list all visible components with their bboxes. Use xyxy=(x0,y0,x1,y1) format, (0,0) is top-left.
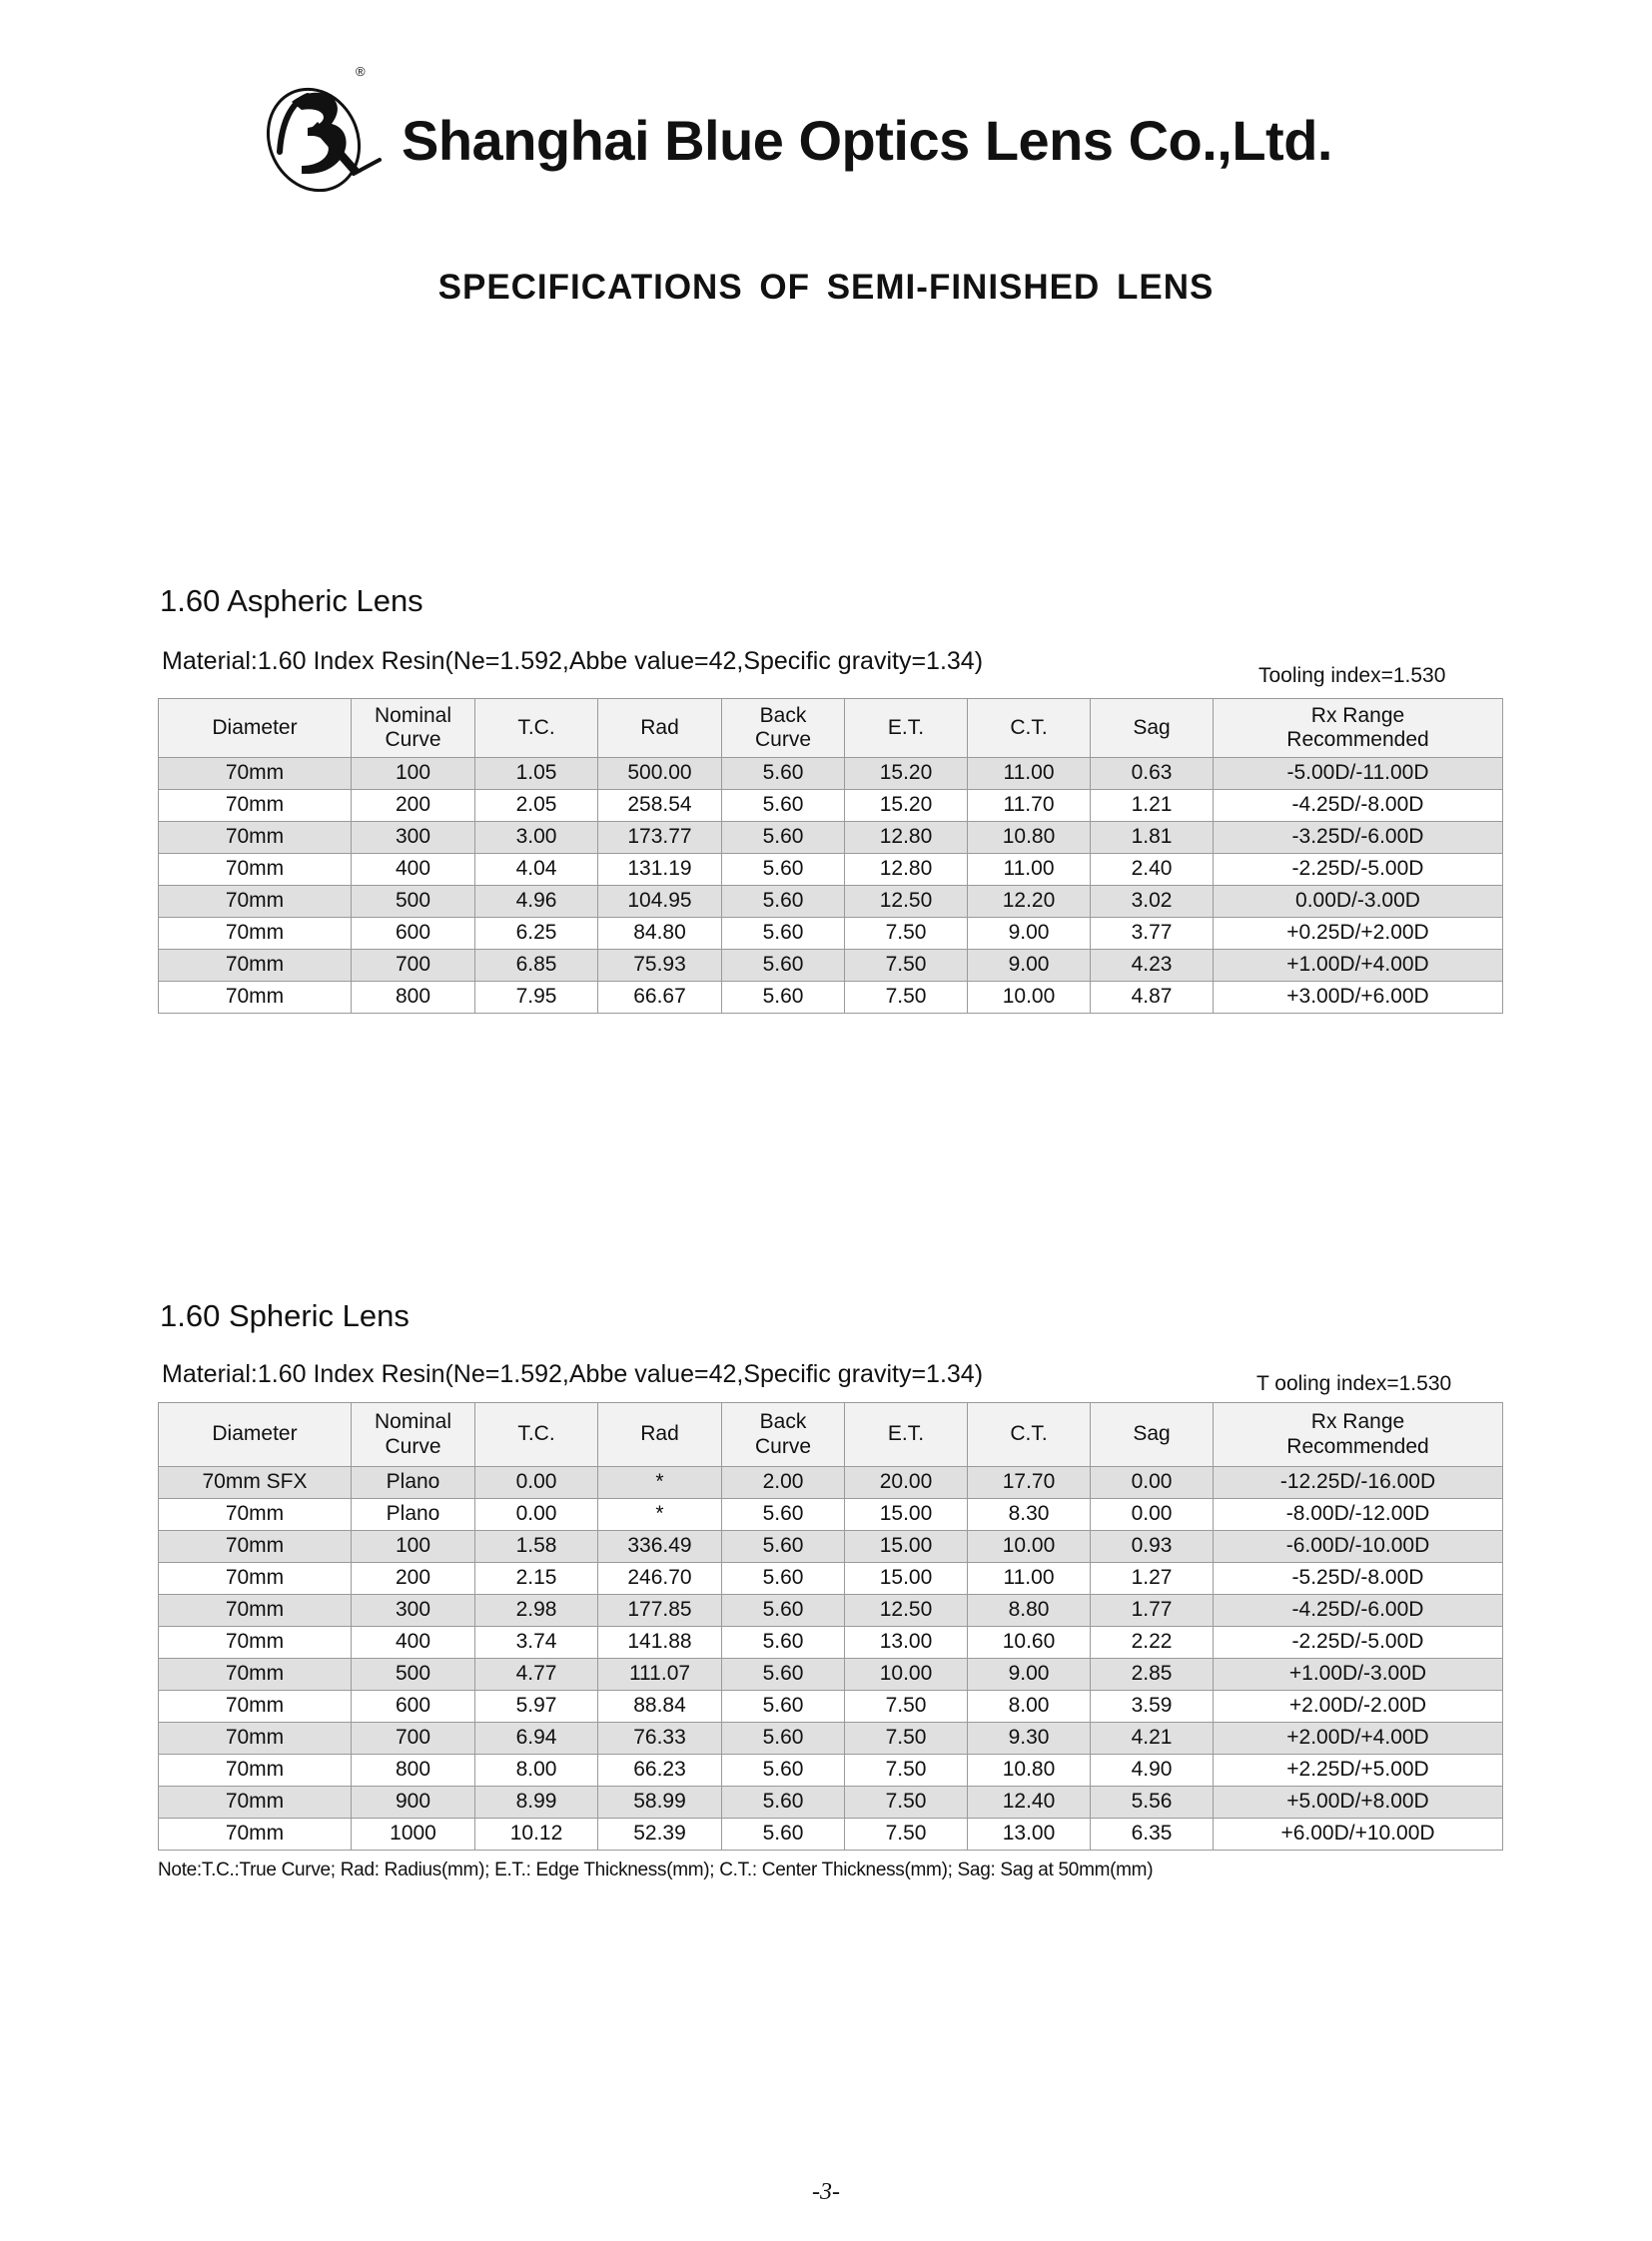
table-cell: -2.25D/-5.00D xyxy=(1214,1627,1503,1659)
table-cell: 1.27 xyxy=(1091,1563,1214,1595)
table-cell: 500 xyxy=(352,1659,475,1691)
table-cell: 8.99 xyxy=(475,1787,598,1819)
table-cell: 70mm SFX xyxy=(159,1467,352,1499)
table-cell: 70mm xyxy=(159,1531,352,1563)
table-cell: +2.00D/+4.00D xyxy=(1214,1723,1503,1755)
table-cell: 7.95 xyxy=(475,982,598,1014)
table-cell: +1.00D/-3.00D xyxy=(1214,1659,1503,1691)
table-cell: 10.00 xyxy=(845,1659,968,1691)
table-row xyxy=(159,758,1503,790)
table-cell: -6.00D/-10.00D xyxy=(1214,1531,1503,1563)
table-row xyxy=(159,1819,1503,1851)
table-cell: 2.40 xyxy=(1091,854,1214,886)
table-cell: Plano xyxy=(352,1499,475,1531)
column-header: Sag xyxy=(1091,699,1214,758)
company-name: Shanghai Blue Optics Lens Co.,Ltd. xyxy=(402,109,1332,172)
bl-monogram-logo-icon xyxy=(262,62,382,202)
table-cell: 7.50 xyxy=(845,1723,968,1755)
table-cell: +6.00D/+10.00D xyxy=(1214,1819,1503,1851)
table-cell: 0.00 xyxy=(1091,1467,1214,1499)
table-cell: 300 xyxy=(352,1595,475,1627)
table-cell: 11.70 xyxy=(968,790,1091,822)
table-cell: +1.00D/+4.00D xyxy=(1214,950,1503,982)
column-header: Back Curve xyxy=(722,699,845,758)
table-cell: 12.80 xyxy=(845,822,968,854)
table-cell: 900 xyxy=(352,1787,475,1819)
table-row xyxy=(159,982,1503,1014)
table-cell: 5.60 xyxy=(722,982,845,1014)
table-cell: 10.00 xyxy=(968,982,1091,1014)
table-cell: 5.60 xyxy=(722,1499,845,1531)
table-cell: 70mm xyxy=(159,1595,352,1627)
table-row xyxy=(159,918,1503,950)
table-header-row xyxy=(159,1403,1503,1467)
section-title-aspheric: 1.60 Aspheric Lens xyxy=(160,583,423,618)
table-cell: 500 xyxy=(352,886,475,918)
registered-mark: ® xyxy=(356,64,366,79)
table-cell: 84.80 xyxy=(598,918,722,950)
table-cell: -4.25D/-6.00D xyxy=(1214,1595,1503,1627)
table-cell: 2.05 xyxy=(475,790,598,822)
table-cell: +3.00D/+6.00D xyxy=(1214,982,1503,1014)
column-header: C.T. xyxy=(968,1403,1091,1467)
table-cell: 600 xyxy=(352,918,475,950)
column-header: C.T. xyxy=(968,699,1091,758)
table-cell: 200 xyxy=(352,1563,475,1595)
table-cell: 70mm xyxy=(159,822,352,854)
table-cell: 70mm xyxy=(159,1755,352,1787)
table-cell: -5.00D/-11.00D xyxy=(1214,758,1503,790)
column-header: Nominal Curve xyxy=(352,1403,475,1467)
table-cell: -12.25D/-16.00D xyxy=(1214,1467,1503,1499)
table-row xyxy=(159,1787,1503,1819)
table-cell: 6.94 xyxy=(475,1723,598,1755)
table-cell: 12.20 xyxy=(968,886,1091,918)
table-cell: 7.50 xyxy=(845,918,968,950)
table-cell: 7.50 xyxy=(845,1787,968,1819)
table-cell: 10.80 xyxy=(968,822,1091,854)
table-header-row xyxy=(159,699,1503,758)
table-cell: 4.21 xyxy=(1091,1723,1214,1755)
table-cell: 70mm xyxy=(159,1499,352,1531)
table-cell: 7.50 xyxy=(845,1691,968,1723)
table-cell: 66.67 xyxy=(598,982,722,1014)
table-cell: 131.19 xyxy=(598,854,722,886)
table-cell: 2.85 xyxy=(1091,1659,1214,1691)
table-cell: 9.30 xyxy=(968,1723,1091,1755)
table-cell: 88.84 xyxy=(598,1691,722,1723)
table-cell: 15.00 xyxy=(845,1499,968,1531)
table-row xyxy=(159,1563,1503,1595)
table-cell: 104.95 xyxy=(598,886,722,918)
table-cell: 1.21 xyxy=(1091,790,1214,822)
table-row xyxy=(159,1691,1503,1723)
table-cell: 0.93 xyxy=(1091,1531,1214,1563)
table-cell: 8.00 xyxy=(475,1755,598,1787)
table-cell: 1.58 xyxy=(475,1531,598,1563)
table-cell: -8.00D/-12.00D xyxy=(1214,1499,1503,1531)
table-cell: 5.97 xyxy=(475,1691,598,1723)
table-row xyxy=(159,1595,1503,1627)
column-header: Sag xyxy=(1091,1403,1214,1467)
table-cell: 0.00 xyxy=(1091,1499,1214,1531)
table-cell: 3.02 xyxy=(1091,886,1214,918)
table-cell: 100 xyxy=(352,758,475,790)
table-cell: 1000 xyxy=(352,1819,475,1851)
table-cell: 5.60 xyxy=(722,1563,845,1595)
table-cell: 5.60 xyxy=(722,790,845,822)
table-cell: 5.60 xyxy=(722,1691,845,1723)
table-cell: 4.23 xyxy=(1091,950,1214,982)
table-row xyxy=(159,854,1503,886)
table-cell: 9.00 xyxy=(968,1659,1091,1691)
table-cell: 100 xyxy=(352,1531,475,1563)
table-cell: 400 xyxy=(352,854,475,886)
table-cell: -3.25D/-6.00D xyxy=(1214,822,1503,854)
table-cell: +2.00D/-2.00D xyxy=(1214,1691,1503,1723)
table-cell: 10.12 xyxy=(475,1819,598,1851)
table-cell: 600 xyxy=(352,1691,475,1723)
table-cell: 15.20 xyxy=(845,758,968,790)
table-cell: -2.25D/-5.00D xyxy=(1214,854,1503,886)
column-header: Rad xyxy=(598,699,722,758)
table-cell: 800 xyxy=(352,982,475,1014)
table-cell: 141.88 xyxy=(598,1627,722,1659)
column-header: Rx Range Recommended xyxy=(1214,699,1503,758)
table-row xyxy=(159,1755,1503,1787)
table-cell: 2.15 xyxy=(475,1563,598,1595)
table-cell: +2.25D/+5.00D xyxy=(1214,1755,1503,1787)
table-cell: 70mm xyxy=(159,1723,352,1755)
table-cell: 70mm xyxy=(159,1659,352,1691)
table-cell: 70mm xyxy=(159,790,352,822)
table-cell: 17.70 xyxy=(968,1467,1091,1499)
table-cell: 70mm xyxy=(159,1819,352,1851)
page-number: -3- xyxy=(812,2179,840,2205)
table-cell: -5.25D/-8.00D xyxy=(1214,1563,1503,1595)
table-cell: 5.60 xyxy=(722,1755,845,1787)
table-cell: 5.56 xyxy=(1091,1787,1214,1819)
table-cell: 8.30 xyxy=(968,1499,1091,1531)
table-row xyxy=(159,1499,1503,1531)
table-cell: 5.60 xyxy=(722,1627,845,1659)
table-row xyxy=(159,1627,1503,1659)
table-cell: 11.00 xyxy=(968,854,1091,886)
table-cell: 3.00 xyxy=(475,822,598,854)
table-cell: 70mm xyxy=(159,758,352,790)
column-header: E.T. xyxy=(845,1403,968,1467)
table-cell: 200 xyxy=(352,790,475,822)
table-cell: 500.00 xyxy=(598,758,722,790)
tooling-index-spheric: T ooling index=1.530 xyxy=(1256,1372,1452,1395)
table-cell: 700 xyxy=(352,950,475,982)
table-cell: +0.25D/+2.00D xyxy=(1214,918,1503,950)
table-cell: 15.00 xyxy=(845,1563,968,1595)
table-cell: 70mm xyxy=(159,854,352,886)
table-cell: 13.00 xyxy=(845,1627,968,1659)
table-cell: 5.60 xyxy=(722,1531,845,1563)
table-cell: 3.77 xyxy=(1091,918,1214,950)
table-cell: 1.81 xyxy=(1091,822,1214,854)
column-header: E.T. xyxy=(845,699,968,758)
table-row xyxy=(159,822,1503,854)
table-cell: 3.59 xyxy=(1091,1691,1214,1723)
table-cell: 70mm xyxy=(159,1627,352,1659)
table-cell: 1.05 xyxy=(475,758,598,790)
table-cell: 800 xyxy=(352,1755,475,1787)
table-cell: 6.85 xyxy=(475,950,598,982)
table-cell: 15.00 xyxy=(845,1531,968,1563)
table-cell: 9.00 xyxy=(968,918,1091,950)
table-cell: Plano xyxy=(352,1467,475,1499)
table-cell: 15.20 xyxy=(845,790,968,822)
table-cell: 400 xyxy=(352,1627,475,1659)
section-title-spheric: 1.60 Spheric Lens xyxy=(160,1298,410,1333)
table-cell: 52.39 xyxy=(598,1819,722,1851)
table-cell: 11.00 xyxy=(968,758,1091,790)
table-cell: 0.00 xyxy=(475,1499,598,1531)
table-cell: 5.60 xyxy=(722,758,845,790)
table-cell: 5.60 xyxy=(722,918,845,950)
table-cell: 2.00 xyxy=(722,1467,845,1499)
table-cell: 70mm xyxy=(159,886,352,918)
table-cell: 10.60 xyxy=(968,1627,1091,1659)
table-cell: 7.50 xyxy=(845,950,968,982)
table-cell: 300 xyxy=(352,822,475,854)
table-cell: +5.00D/+8.00D xyxy=(1214,1787,1503,1819)
table-cell: 0.00D/-3.00D xyxy=(1214,886,1503,918)
table-cell: 70mm xyxy=(159,950,352,982)
table-cell: 10.80 xyxy=(968,1755,1091,1787)
table-cell: 0.00 xyxy=(475,1467,598,1499)
table-cell: 0.63 xyxy=(1091,758,1214,790)
table-row xyxy=(159,886,1503,918)
column-header: Diameter xyxy=(159,1403,352,1467)
table-cell: 8.80 xyxy=(968,1595,1091,1627)
table-cell: 6.35 xyxy=(1091,1819,1214,1851)
table-cell: 76.33 xyxy=(598,1723,722,1755)
table-cell: 2.22 xyxy=(1091,1627,1214,1659)
table-cell: 20.00 xyxy=(845,1467,968,1499)
table-cell: 4.90 xyxy=(1091,1755,1214,1787)
table-cell: 5.60 xyxy=(722,886,845,918)
table-cell: 5.60 xyxy=(722,1819,845,1851)
aspheric-spec-table xyxy=(158,698,1503,1014)
table-cell: 75.93 xyxy=(598,950,722,982)
table-cell: 70mm xyxy=(159,1787,352,1819)
table-cell: 12.40 xyxy=(968,1787,1091,1819)
table-cell: 4.96 xyxy=(475,886,598,918)
table-cell: 177.85 xyxy=(598,1595,722,1627)
table-cell: 700 xyxy=(352,1723,475,1755)
table-cell: 7.50 xyxy=(845,1755,968,1787)
table-cell: 5.60 xyxy=(722,950,845,982)
table-cell: 246.70 xyxy=(598,1563,722,1595)
table-cell: 70mm xyxy=(159,1691,352,1723)
document-title: SPECIFICATIONS OF SEMI-FINISHED LENS xyxy=(437,268,1215,307)
table-cell: 70mm xyxy=(159,1563,352,1595)
table-cell: 4.04 xyxy=(475,854,598,886)
letterhead xyxy=(262,62,1400,202)
table-cell: 9.00 xyxy=(968,950,1091,982)
column-header: T.C. xyxy=(475,1403,598,1467)
table-cell: 1.77 xyxy=(1091,1595,1214,1627)
table-cell: 3.74 xyxy=(475,1627,598,1659)
spheric-spec-table xyxy=(158,1402,1503,1851)
table-cell: 66.23 xyxy=(598,1755,722,1787)
table-row xyxy=(159,790,1503,822)
table-cell: 5.60 xyxy=(722,1595,845,1627)
table-cell: 5.60 xyxy=(722,1723,845,1755)
table-cell: 5.60 xyxy=(722,1659,845,1691)
table-cell: 70mm xyxy=(159,982,352,1014)
table-cell: 13.00 xyxy=(968,1819,1091,1851)
column-header: Rad xyxy=(598,1403,722,1467)
table-cell: 10.00 xyxy=(968,1531,1091,1563)
table-cell: 4.87 xyxy=(1091,982,1214,1014)
column-header: Rx Range Recommended xyxy=(1214,1403,1503,1467)
table-cell: 6.25 xyxy=(475,918,598,950)
table-cell: 11.00 xyxy=(968,1563,1091,1595)
table-cell: 7.50 xyxy=(845,982,968,1014)
table-cell: 336.49 xyxy=(598,1531,722,1563)
material-line-spheric: Material:1.60 Index Resin(Ne=1.592,Abbe value=42,Specific gravity=1.34) xyxy=(162,1360,984,1388)
table-cell: 111.07 xyxy=(598,1659,722,1691)
tooling-index-aspheric: Tooling index=1.530 xyxy=(1258,664,1446,687)
table-cell: -4.25D/-8.00D xyxy=(1214,790,1503,822)
table-row xyxy=(159,1659,1503,1691)
table-cell: 258.54 xyxy=(598,790,722,822)
table-cell: 12.50 xyxy=(845,886,968,918)
table-cell: 58.99 xyxy=(598,1787,722,1819)
table-cell: 2.98 xyxy=(475,1595,598,1627)
table-row xyxy=(159,1723,1503,1755)
column-header: T.C. xyxy=(475,699,598,758)
table-row xyxy=(159,950,1503,982)
table-cell: 12.80 xyxy=(845,854,968,886)
abbreviation-note: Note:T.C.:True Curve; Rad: Radius(mm); E.T.: Edge Thickness(mm); C.T.: Center Thickness(mm); Sag: Sag at 50mm(mm) xyxy=(158,1860,1154,1880)
column-header: Back Curve xyxy=(722,1403,845,1467)
material-line-aspheric: Material:1.60 Index Resin(Ne=1.592,Abbe value=42,Specific gravity=1.34) xyxy=(162,647,984,675)
column-header: Diameter xyxy=(159,699,352,758)
table-row xyxy=(159,1531,1503,1563)
table-cell: * xyxy=(598,1467,722,1499)
table-cell: 5.60 xyxy=(722,854,845,886)
table-cell: 12.50 xyxy=(845,1595,968,1627)
table-cell: 5.60 xyxy=(722,1787,845,1819)
column-header: Nominal Curve xyxy=(352,699,475,758)
table-cell: * xyxy=(598,1499,722,1531)
table-cell: 70mm xyxy=(159,918,352,950)
table-cell: 173.77 xyxy=(598,822,722,854)
table-row xyxy=(159,1467,1503,1499)
table-cell: 8.00 xyxy=(968,1691,1091,1723)
table-cell: 5.60 xyxy=(722,822,845,854)
table-cell: 7.50 xyxy=(845,1819,968,1851)
table-cell: 4.77 xyxy=(475,1659,598,1691)
